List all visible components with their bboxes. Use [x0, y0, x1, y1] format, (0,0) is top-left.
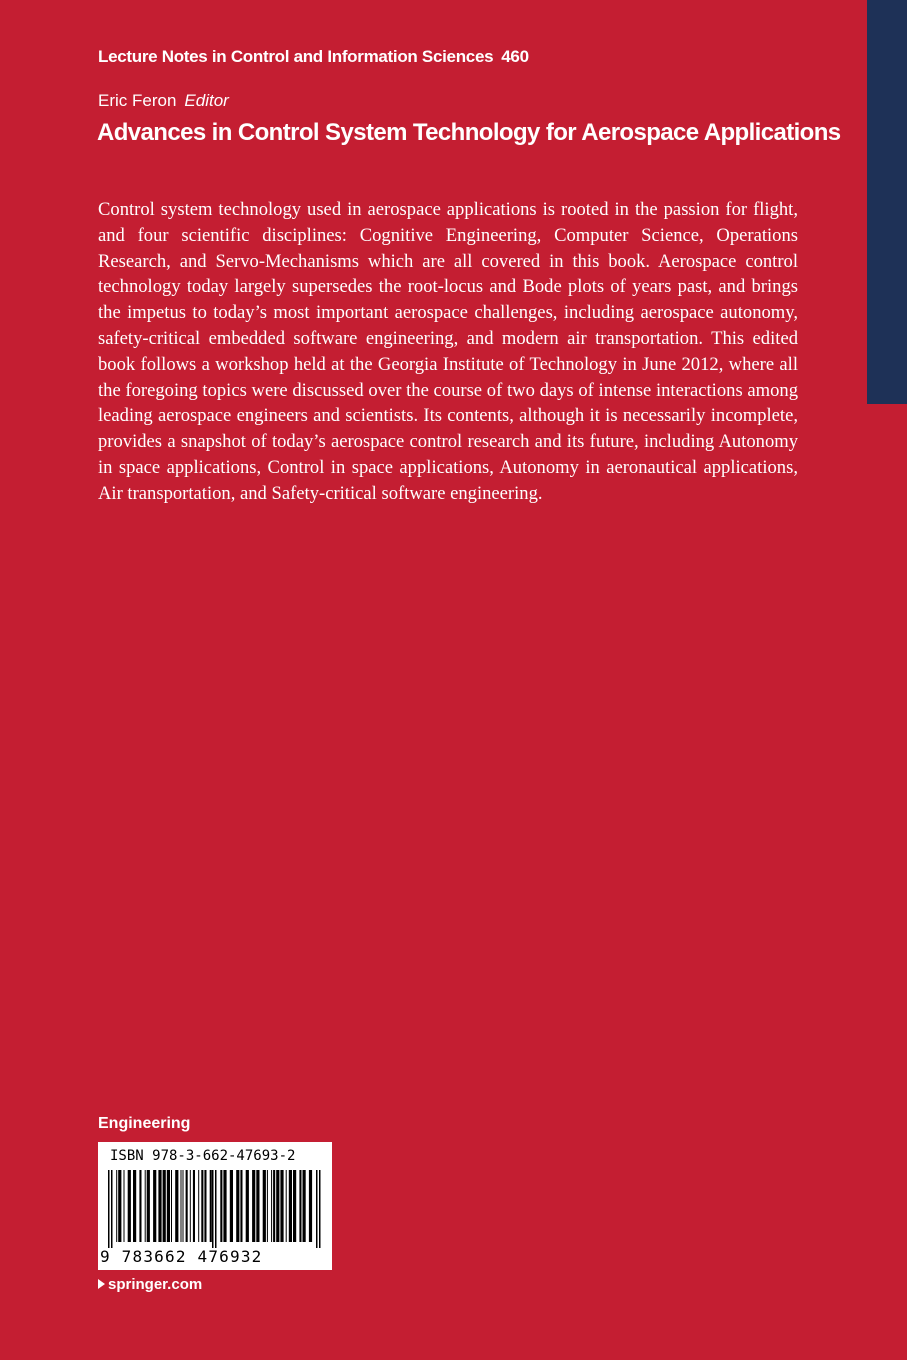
editor-line [98, 91, 229, 111]
editor-name: Eric Feron [98, 91, 177, 110]
series-name: Lecture Notes in Control and Information Sciences [98, 47, 494, 66]
isbn-barcode [98, 1142, 332, 1270]
publisher-link[interactable] [98, 1276, 202, 1293]
book-description: Control system technology used in aerospace applications is rooted in the passion for flight, and four scientific disciplines: Cognitive Engineering, Computer Science, Operations Research, and Servo-Mechanisms which are all covered in this book. Aerospace control technology today largely supersedes the root-locus and Bode plots of years past, and brings the impetus to today’s most important aerospace challenges, including aerospace autonomy, safety-critical embedded software engineering, and modern air transportation. This edited book follows a workshop held at the Georgia Institute of Technology in June 2012, where all the foregoing topics were discussed over the course of two days of intense interactions among leading aerospace engineers and scientists. Its contents, although it is necessarily incomplete, provides a snapshot of today’s aerospace control research and its future, including Autonomy in space applications, Control in space applications, Autonomy in aeronautical applications, Air transportation, and Safety-critical software engineering. [98, 199, 798, 504]
publisher-link-text: springer.com [108, 1276, 203, 1293]
barcode-bars [104, 1170, 326, 1248]
arrow-right-icon [98, 1279, 105, 1289]
book-title: Advances in Control System Technology for Aerospace Applications [97, 119, 841, 146]
spine-color-strip [867, 0, 907, 404]
series-number: 460 [501, 47, 529, 66]
isbn-label: ISBN 978-3-662-47693-2 [110, 1148, 296, 1164]
series-line [98, 47, 529, 67]
editor-role: Editor [184, 91, 229, 110]
subject-category: Engineering [98, 1115, 191, 1132]
barcode-digits: 9 783662 476932 [100, 1247, 263, 1266]
